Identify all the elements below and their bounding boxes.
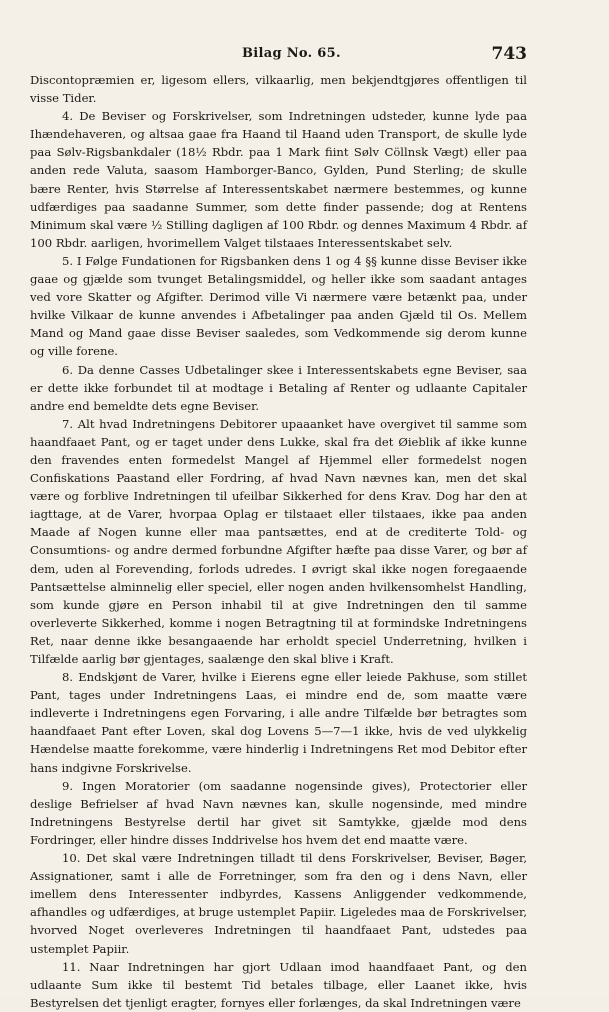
page-header xyxy=(30,44,527,66)
paragraph-5: 5. I Følge Fundationen for Rigsbanken dens 1 og 4 §§ kunne disse Beviser ikke gaae og gjælde som tvunget Betalingsmiddel, og heller ikke som saadant antages ved vore Skatter og Afgifter. Derimod ville Vi nærmere være betænkt paa, under hvilke Vilkaar de kunne anvendes i Afbetalinger paa anden Gjæld til Os. Mellem Mand og Mand gaae disse Beviser saaledes, som Vedkommende sig derom kunne og ville forene. xyxy=(30,253,527,359)
paragraph-10: 10. Det skal være Indretningen tilladt til dens Forskrivelser, Beviser, Bøger, Assignationer, samt i alle de Forretninger, som fra den og i dens Navn, eller imellem dens Interessenter indbyrdes, Kassens Anliggender vedkommende, afhandles og udfærdiges, at bruge ustemplet Papiir. Ligeledes maa de Forskrivelser, hvorved Noget overleveres Indretningen til haandfaaet Pant, udstedes paa ustemplet Papiir. xyxy=(30,851,527,956)
paragraph-9: 9. Ingen Moratorier (om saadanne nogensinde gives), Protectorier eller deslige Befrielser af hvad Navn nævnes kan, skulle nogensinde, med mindre Indretningens Bestyrelse dertil har givet sit Samtykke, gjælde mod dens Fordringer, eller hindre disses Inddrivelse hos hvem det end maatte være. xyxy=(30,778,527,847)
paragraph-6: 6. Da denne Casses Udbetalinger skee i Interessentskabets egne Beviser, saa er dette ikke forbundet til at modtage i Betaling af Renter og udlaante Capitaler andre end bemeldte dets egne Beviser. xyxy=(30,362,527,413)
paragraph-4: 4. De Beviser og Forskrivelser, som Indretningen udsteder, kunne lyde paa Ihændehaveren, og altsaa gaae fra Haand til Haand uden Transport, de skulle lyde paa Sølv-Rigsbankdaler (18½ Rbdr. paa 1 Mark fiint Sølv Cöllnsk Vægt) eller paa anden rede Valuta, saasom Hamborger-Banco, Gylden, Pund Sterling; de skulle bære Renter, hvis Størrelse af Interessentskabet nærmere bestemmes, og kunne udfærdiges paa saadanne Summer, som dette finder passende; dog at Rentens Minimum skal være ½ Stilling dagligen af 100 Rbdr. og dennes Maximum 4 Rbdr. af 100 Rbdr. aarligen, hvorimellem Valget tilstaaes Interessentskabet selv. xyxy=(30,109,527,250)
running-title: Bilag No. 65. xyxy=(242,46,341,61)
paragraph-continuation: Discontopræmien er, ligesom ellers, vilkaarlig, men bekjendtgjøres offentligen til visse Tider. xyxy=(30,73,527,106)
body-text xyxy=(30,71,527,1012)
paragraph-8: 8. Endskjønt de Varer, hvilke i Eierens egne eller leiede Pakhuse, som stillet Pant, tages under Indretningens Laas, ei mindre end de, som maatte være indleverte i Indretningens egen Forvaring, i alle andre Tilfælde bør betragtes som haandfaaet Pant efter Loven, skal dog Lovens 5—7—1 ikke, hvis de ved ulykkelig Hændelse maatte forekomme, være hinderlig i Indretningens Ret mod Debitor efter hans indgivne Forskrivelse. xyxy=(30,670,527,775)
page-number: 743 xyxy=(491,44,527,64)
paragraph-7: 7. Alt hvad Indretningens Debitorer upaaanket have overgivet til samme som haandfaaet Pant, og er taget under dens Lukke, skal fra det Øieblik af ikke kunne den fravendes enten formedelst Mangel af Hjemmel eller formedelst nogen Confiskations Paastand eller Fordring, af hvad Navn nævnes kan, men det skal være og forblive Indretningen til ufeilbar Sikkerhed for dens Krav. Dog har den at iagttage, at de Varer, hvorpaa Oplag er tilstaaet eller tilstaaes, ikke paa anden Maade af Nogen kunne eller maa pantsættes, end at de crediterte Told- og Consumtions- og andre dermed forbundne Afgifter hæfte paa disse Varer, og bør af dem, uden al Forevending, forlods udredes. I øvrigt skal ikke nogen foregaaende Pantsættelse alminnelig eller speciel, eller nogen anden hvilkensomhelst Handling, som kunde gjøre en Person inhabil til at give Indretningen den til samme overleverte Sikkerhed, komme i nogen Betragtning til at formindske Indretningens Ret, naar denne ikke besangaaende har erholdt speciel Underretning, hvilken i Tilfælde aarlig bør gjentages, saalænge den skal blive i Kraft. xyxy=(30,416,527,666)
paragraph-11: 11. Naar Indretningen har gjort Udlaan imod haandfaaet Pant, og den udlaante Sum ikke til bestemt Tid betales tilbage, eller Laanet ikke, hvis Bestyrelsen det tjenligt eragter, fornyes eller forlænges, da skal Indretningen være xyxy=(30,959,527,1010)
